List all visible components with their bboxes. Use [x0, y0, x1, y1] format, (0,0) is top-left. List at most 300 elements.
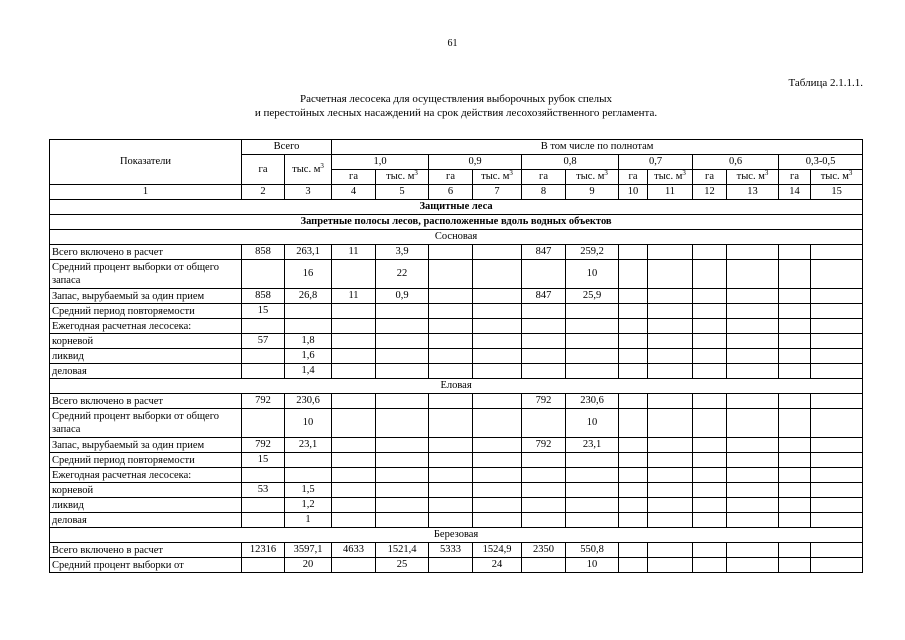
table-cell: 259,2	[566, 245, 619, 260]
table-cell	[648, 319, 693, 334]
table-cell	[332, 409, 376, 438]
table-header	[50, 140, 863, 200]
table-cell	[522, 334, 566, 349]
table-cell: 792	[522, 394, 566, 409]
table-cell	[693, 498, 727, 513]
table-cell	[473, 260, 522, 289]
table-cell	[332, 349, 376, 364]
table-cell	[242, 513, 285, 528]
column-number: 9	[566, 185, 619, 200]
table-cell	[566, 513, 619, 528]
header-unit-ha: га	[779, 170, 811, 185]
table-cell: 3597,1	[285, 543, 332, 558]
header-unit-ha: га	[429, 170, 473, 185]
table-cell: 10	[566, 409, 619, 438]
table-cell	[693, 409, 727, 438]
table-cell	[619, 409, 648, 438]
section-water-protection-strips: Запретные полосы лесов, расположенные вдоль водных объектов	[50, 215, 863, 230]
table-cell: 847	[522, 245, 566, 260]
table-cell	[473, 245, 522, 260]
table-cell	[811, 245, 863, 260]
table-cell	[693, 319, 727, 334]
column-number: 12	[693, 185, 727, 200]
table-cell	[811, 498, 863, 513]
table-cell	[285, 304, 332, 319]
table-cell	[619, 334, 648, 349]
table-cell: 1,5	[285, 483, 332, 498]
table-cell	[727, 394, 779, 409]
table-cell	[648, 260, 693, 289]
table-cell: 15	[242, 453, 285, 468]
table-cell: 1,8	[285, 334, 332, 349]
table-row	[50, 289, 863, 304]
table-row	[50, 304, 863, 319]
table-cell	[648, 468, 693, 483]
table-cell: 0,9	[376, 289, 429, 304]
table-cell	[376, 483, 429, 498]
header-total: Всего	[242, 140, 332, 155]
table-cell	[811, 334, 863, 349]
header-total-volume: тыс. $м^3$	[285, 155, 332, 185]
row-label: деловая	[50, 364, 242, 379]
table-cell	[522, 319, 566, 334]
table-cell	[648, 245, 693, 260]
species-spruce: Еловая	[50, 379, 863, 394]
table-cell	[693, 364, 727, 379]
table-cell	[376, 319, 429, 334]
table-cell	[727, 304, 779, 319]
table-cell: 11	[332, 245, 376, 260]
table-cell: 10	[285, 409, 332, 438]
header-unit-volume: тыс. $м^3$	[473, 170, 522, 185]
table-cell: 1524,9	[473, 543, 522, 558]
table-cell	[693, 245, 727, 260]
table-cell	[332, 483, 376, 498]
table-cell	[619, 543, 648, 558]
table-row	[50, 200, 863, 215]
table-cell	[779, 319, 811, 334]
header-unit-ha: га	[693, 170, 727, 185]
table-cell	[779, 409, 811, 438]
table-cell	[727, 468, 779, 483]
table-cell	[619, 289, 648, 304]
table-row	[50, 483, 863, 498]
table-row	[50, 334, 863, 349]
table-row	[50, 438, 863, 453]
table-cell	[522, 483, 566, 498]
table-cell: 4633	[332, 543, 376, 558]
table-cell	[619, 453, 648, 468]
table-cell: 792	[522, 438, 566, 453]
table-cell	[779, 453, 811, 468]
table-cell	[332, 260, 376, 289]
table-cell	[376, 498, 429, 513]
table-cell	[811, 289, 863, 304]
table-cell: 1521,4	[376, 543, 429, 558]
table-row	[50, 498, 863, 513]
table-cell	[473, 483, 522, 498]
table-cell: 25	[376, 558, 429, 573]
table-cell	[648, 453, 693, 468]
table-cell	[693, 468, 727, 483]
table-cell	[811, 438, 863, 453]
table-cell: 2350	[522, 543, 566, 558]
column-number: 6	[429, 185, 473, 200]
header-unit-volume: тыс. $м^3$	[811, 170, 863, 185]
table-cell	[473, 334, 522, 349]
table-cell: 12316	[242, 543, 285, 558]
table-cell	[779, 513, 811, 528]
table-cell	[566, 349, 619, 364]
table-cell	[779, 349, 811, 364]
column-number: 7	[473, 185, 522, 200]
table-cell	[566, 498, 619, 513]
table-cell	[376, 468, 429, 483]
table-cell	[648, 409, 693, 438]
header-density: 0,6	[693, 155, 779, 170]
table-cell	[429, 364, 473, 379]
table-cell: 57	[242, 334, 285, 349]
table-cell	[242, 468, 285, 483]
table-cell	[648, 438, 693, 453]
row-label: Средний период повторяемости	[50, 304, 242, 319]
table-cell	[473, 468, 522, 483]
row-label: деловая	[50, 513, 242, 528]
table-cell	[376, 453, 429, 468]
table-cell	[693, 394, 727, 409]
table-number: Таблица 2.1.1.1.	[788, 77, 863, 89]
table-cell	[619, 319, 648, 334]
row-label: Всего включено в расчет	[50, 245, 242, 260]
table-cell	[811, 304, 863, 319]
table-cell	[473, 364, 522, 379]
table-cell	[693, 453, 727, 468]
table-cell	[693, 289, 727, 304]
row-label: Всего включено в расчет	[50, 543, 242, 558]
header-unit-ha: га	[332, 170, 376, 185]
row-label: Средний процент выборки от общего запаса	[50, 260, 242, 289]
table-cell	[332, 468, 376, 483]
table-cell	[332, 453, 376, 468]
table-cell	[779, 260, 811, 289]
table-cell	[473, 453, 522, 468]
table-cell	[693, 304, 727, 319]
table-cell: 5333	[429, 543, 473, 558]
row-label: ликвид	[50, 498, 242, 513]
table-cell	[429, 453, 473, 468]
table-cell	[285, 453, 332, 468]
table-cell	[522, 468, 566, 483]
table-cell	[473, 349, 522, 364]
table-cell	[429, 468, 473, 483]
page-number: 61	[447, 38, 458, 49]
table-cell	[811, 543, 863, 558]
table-cell	[619, 364, 648, 379]
species-pine: Сосновая	[50, 230, 863, 245]
table-cell	[566, 364, 619, 379]
table-row	[50, 528, 863, 543]
table-row	[50, 453, 863, 468]
row-label: Запас, вырубаемый за один прием	[50, 438, 242, 453]
table-cell	[522, 304, 566, 319]
table-cell: 26,8	[285, 289, 332, 304]
header-density: 0,9	[429, 155, 522, 170]
table-cell	[779, 498, 811, 513]
row-label: ликвид	[50, 349, 242, 364]
table-cell: 230,6	[566, 394, 619, 409]
row-label: Средний процент выборки от общего запаса	[50, 409, 242, 438]
table-cell	[693, 260, 727, 289]
table-cell	[779, 304, 811, 319]
table-cell: 1,4	[285, 364, 332, 379]
header-density: 0,8	[522, 155, 619, 170]
row-label: корневой	[50, 483, 242, 498]
table-cell: 16	[285, 260, 332, 289]
table-cell	[779, 468, 811, 483]
table-cell	[376, 334, 429, 349]
table-cell: 23,1	[566, 438, 619, 453]
table-cell	[693, 334, 727, 349]
table-cell	[619, 513, 648, 528]
table-cell	[376, 364, 429, 379]
table-cell: 24	[473, 558, 522, 573]
table-cell	[648, 513, 693, 528]
table-cell	[727, 543, 779, 558]
table-cell	[473, 289, 522, 304]
table-cell	[811, 453, 863, 468]
table-cell	[648, 349, 693, 364]
table-cell	[429, 513, 473, 528]
table-cell	[779, 543, 811, 558]
table-cell	[648, 483, 693, 498]
table-cell	[693, 513, 727, 528]
table-cell	[779, 558, 811, 573]
table-cell	[693, 558, 727, 573]
header-unit-volume: тыс. $м^3$	[648, 170, 693, 185]
table-cell	[648, 558, 693, 573]
column-number: 11	[648, 185, 693, 200]
header-density: 0,7	[619, 155, 693, 170]
table-cell	[727, 319, 779, 334]
column-number: 4	[332, 185, 376, 200]
table-cell	[429, 498, 473, 513]
table-cell	[779, 483, 811, 498]
table-cell	[473, 438, 522, 453]
header-unit-volume: тыс. $м^3$	[566, 170, 619, 185]
cutting-area-table	[49, 139, 863, 573]
table-cell	[727, 289, 779, 304]
table-cell	[522, 498, 566, 513]
table-cell	[811, 513, 863, 528]
table-row	[50, 260, 863, 289]
table-cell	[429, 334, 473, 349]
table-cell	[242, 319, 285, 334]
table-cell	[727, 409, 779, 438]
table-cell	[619, 483, 648, 498]
table-cell	[522, 558, 566, 573]
table-cell	[566, 453, 619, 468]
table-cell	[693, 438, 727, 453]
table-cell	[619, 304, 648, 319]
table-cell	[648, 394, 693, 409]
table-cell	[522, 409, 566, 438]
table-cell	[727, 498, 779, 513]
table-cell: 1,6	[285, 349, 332, 364]
table-cell	[429, 483, 473, 498]
table-cell	[429, 349, 473, 364]
row-label: Ежегодная расчетная лесосека:	[50, 319, 242, 334]
table-row	[50, 364, 863, 379]
table-cell	[727, 349, 779, 364]
table-row	[50, 394, 863, 409]
table-row	[50, 349, 863, 364]
table-row	[50, 468, 863, 483]
table-cell	[693, 349, 727, 364]
table-cell	[429, 409, 473, 438]
header-total-ha: га	[242, 155, 285, 185]
table-cell	[566, 468, 619, 483]
row-label: Всего включено в расчет	[50, 394, 242, 409]
table-cell	[429, 289, 473, 304]
column-number: 3	[285, 185, 332, 200]
table-cell	[779, 364, 811, 379]
table-cell: 1	[285, 513, 332, 528]
table-cell	[811, 558, 863, 573]
column-number: 13	[727, 185, 779, 200]
table-caption	[50, 92, 862, 120]
table-cell	[376, 409, 429, 438]
table-cell	[727, 558, 779, 573]
table-cell	[332, 364, 376, 379]
table-cell: 858	[242, 289, 285, 304]
table-cell	[473, 513, 522, 528]
table-row	[50, 230, 863, 245]
table-cell	[429, 245, 473, 260]
table-cell	[648, 543, 693, 558]
header-unit-ha: га	[619, 170, 648, 185]
table-cell	[727, 453, 779, 468]
table-row	[50, 543, 863, 558]
row-label: Средний процент выборки от	[50, 558, 242, 573]
table-cell: 3,9	[376, 245, 429, 260]
table-cell: 230,6	[285, 394, 332, 409]
header-column-numbers-row	[50, 185, 863, 200]
table-cell	[779, 394, 811, 409]
table-cell	[566, 304, 619, 319]
header-unit-volume: тыс. $м^3$	[727, 170, 779, 185]
table-cell	[473, 409, 522, 438]
table-cell	[376, 438, 429, 453]
table-cell	[619, 260, 648, 289]
table-cell	[779, 438, 811, 453]
table-cell	[242, 349, 285, 364]
table-cell	[376, 304, 429, 319]
table-cell	[811, 468, 863, 483]
table-cell	[648, 334, 693, 349]
table-cell	[693, 483, 727, 498]
table-cell: 792	[242, 438, 285, 453]
table-cell	[522, 260, 566, 289]
row-label: Средний период повторяемости	[50, 453, 242, 468]
table-cell	[727, 513, 779, 528]
table-cell: 22	[376, 260, 429, 289]
table-cell	[619, 245, 648, 260]
table-cell	[473, 498, 522, 513]
section-protective-forests: Защитные леса	[50, 200, 863, 215]
table-cell	[779, 245, 811, 260]
header-density: 1,0	[332, 155, 429, 170]
table-cell: 550,8	[566, 543, 619, 558]
caption-line-1: Расчетная лесосека для осуществления выборочных рубок спелых	[299, 93, 613, 105]
table-cell	[332, 498, 376, 513]
table-cell	[376, 394, 429, 409]
table-cell	[648, 304, 693, 319]
table-cell	[473, 394, 522, 409]
table-cell	[332, 394, 376, 409]
table-row	[50, 558, 863, 573]
table-cell	[811, 319, 863, 334]
row-label: Запас, вырубаемый за один прием	[50, 289, 242, 304]
table-cell	[332, 438, 376, 453]
row-label: корневой	[50, 334, 242, 349]
table-cell: 10	[566, 558, 619, 573]
table-cell	[648, 498, 693, 513]
table-cell	[727, 260, 779, 289]
table-cell	[376, 349, 429, 364]
column-number: 14	[779, 185, 811, 200]
table-cell	[522, 453, 566, 468]
table-cell	[566, 483, 619, 498]
table-cell: 1,2	[285, 498, 332, 513]
table-cell	[332, 319, 376, 334]
table-cell	[332, 304, 376, 319]
table-cell	[429, 319, 473, 334]
caption-line-2: и перестойных лесных насаждений на срок действия лесохозяйственного регламента.	[254, 107, 658, 119]
table-cell: 11	[332, 289, 376, 304]
table-cell	[619, 438, 648, 453]
table-cell: 10	[566, 260, 619, 289]
table-row	[50, 245, 863, 260]
table-cell	[473, 304, 522, 319]
table-cell	[727, 334, 779, 349]
table-cell	[522, 364, 566, 379]
table-cell	[522, 513, 566, 528]
table-row	[50, 215, 863, 230]
header-including-by-density: В том числе по полнотам	[332, 140, 863, 155]
table-cell: 53	[242, 483, 285, 498]
column-number: 10	[619, 185, 648, 200]
table-cell: 263,1	[285, 245, 332, 260]
table-cell	[242, 364, 285, 379]
header-density: 0,3-0,5	[779, 155, 863, 170]
table-cell	[332, 513, 376, 528]
table-cell	[332, 334, 376, 349]
table-cell	[619, 394, 648, 409]
row-label: Ежегодная расчетная лесосека:	[50, 468, 242, 483]
header-unit-volume: тыс. $м^3$	[376, 170, 429, 185]
table-cell	[332, 558, 376, 573]
table-cell	[811, 409, 863, 438]
header-indicators: Показатели	[50, 140, 242, 185]
table-cell	[648, 289, 693, 304]
table-cell	[727, 483, 779, 498]
table-cell	[376, 513, 429, 528]
table-cell	[619, 498, 648, 513]
table-cell	[619, 558, 648, 573]
table-cell	[727, 364, 779, 379]
table-row	[50, 319, 863, 334]
column-number: 1	[50, 185, 242, 200]
